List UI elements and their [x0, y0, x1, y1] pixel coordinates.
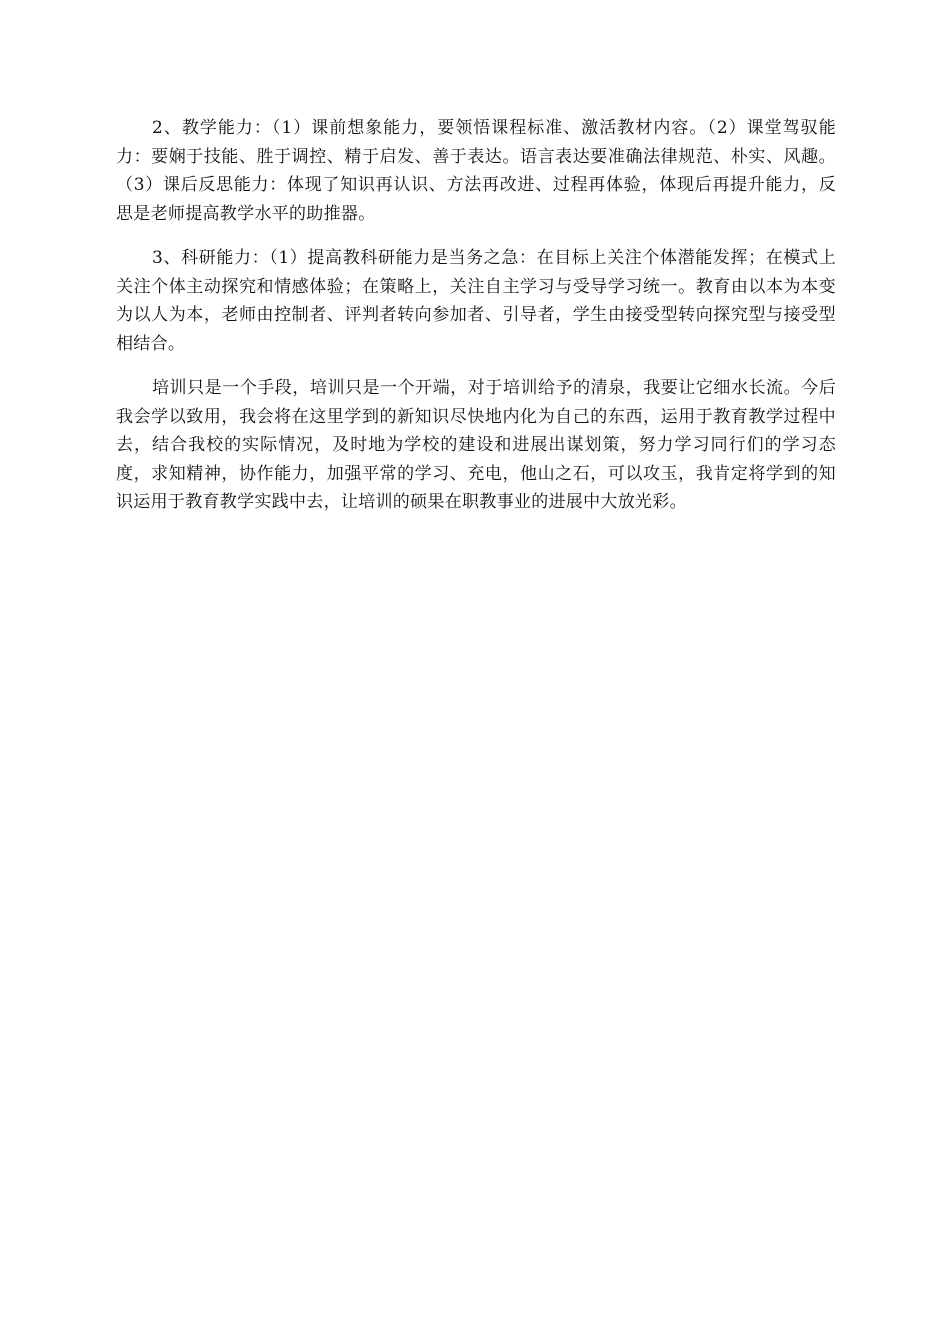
paragraph-research-ability: 3、科研能力：（1）提高教科研能力是当务之急：在目标上关注个体潜能发挥；在模式上关注个体主动探究和情感体验；在策略上，关注自主学习与受导学习统一。教育由以本为本变为以人为本，老师由控制者、评判者转向参加者、引导者，学生由接受型转向探究型与接受型相结合。	[116, 248, 836, 354]
paragraph-conclusion: 培训只是一个手段，培训只是一个开端，对于培训给予的清泉，我要让它细水长流。今后我会学以致用，我会将在这里学到的新知识尽快地内化为自己的东西，运用于教育教学过程中去，结合我校的实际情况，及时地为学校的建设和进展出谋划策，努力学习同行们的学习态度，求知精神，协作能力，加强平常的学习、充电，他山之石，可以攻玉，我肯定将学到的知识运用于教育教学实践中去，让培训的硕果在职教事业的进展中大放光彩。	[116, 378, 836, 512]
paragraph-teaching-ability: 2、教学能力：（1）课前想象能力，要领悟课程标准、激活教材内容。（2）课堂驾驭能力：要娴于技能、胜于调控、精于启发、善于表达。语言表达要准确法律规范、朴实、风趣。（3）课后反思能力：体现了知识再认识、方法再改进、过程再体验，体现后再提升能力，反思是老师提高教学水平的助推器。	[116, 118, 836, 224]
document-body	[116, 114, 836, 533]
